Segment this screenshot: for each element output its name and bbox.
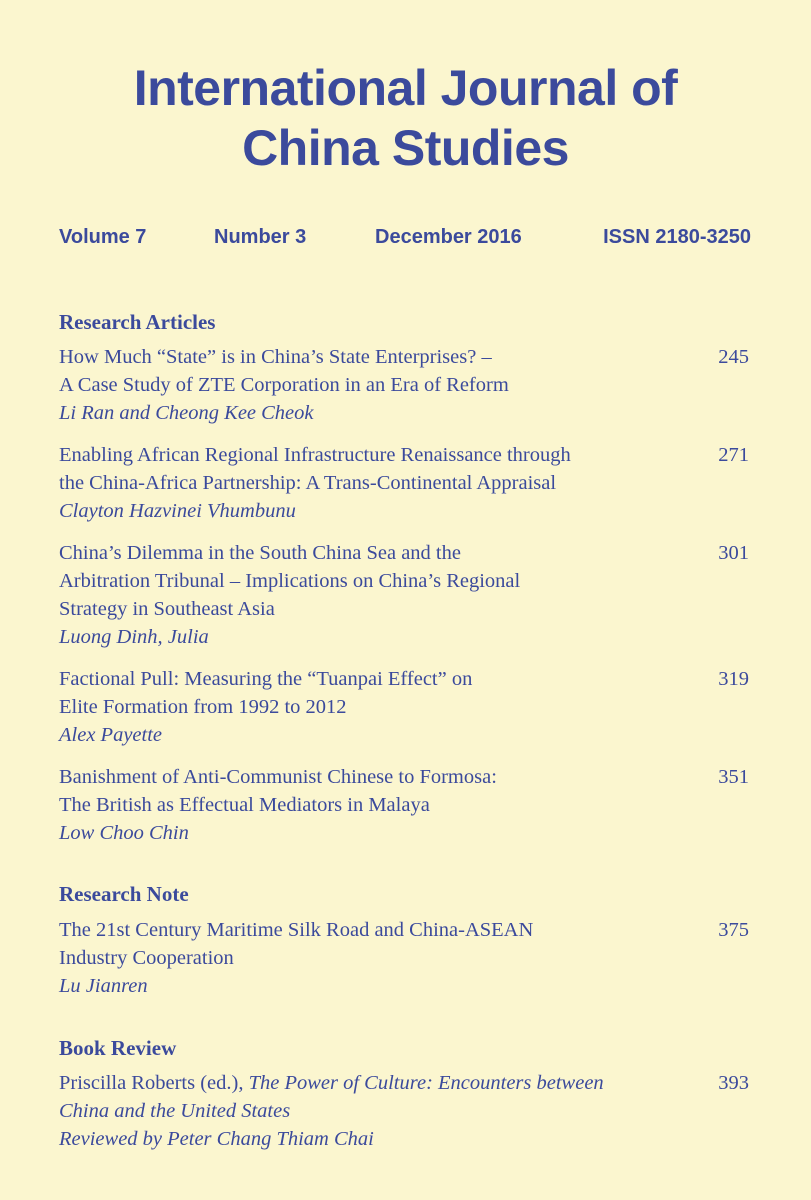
entry-page-number: 393 xyxy=(718,1072,749,1094)
entry-title-line: How Much “State” is in China’s State Enterprises? – xyxy=(59,346,492,368)
entry-title-line: Enabling African Regional Infrastructure Renaissance through xyxy=(59,444,571,466)
entry-page-number: 351 xyxy=(718,766,749,788)
entry-title-line: A Case Study of ZTE Corporation in an Era of Reform xyxy=(59,374,509,396)
entry-title-line: Banishment of Anti-Communist Chinese to Formosa: xyxy=(59,766,497,788)
issue-volume: Volume 7 xyxy=(59,226,147,248)
book-reviewer: Reviewed by Peter Chang Thiam Chai xyxy=(59,1128,374,1150)
entry-author: Li Ran and Cheong Kee Cheok xyxy=(59,402,314,424)
entry-title-line: Arbitration Tribunal – Implications on China’s Regional xyxy=(59,570,521,592)
toc-entry[interactable] xyxy=(59,1069,749,1153)
entry-page-number: 271 xyxy=(718,444,749,466)
issue-number: Number 3 xyxy=(214,226,307,248)
entry-title-line: the China-Africa Partnership: A Trans-Continental Appraisal xyxy=(59,472,557,494)
entry-title-line: The British as Effectual Mediators in Malaya xyxy=(59,794,430,816)
entry-author: Alex Payette xyxy=(59,724,163,746)
entry-title-line: Factional Pull: Measuring the “Tuanpai Effect” on xyxy=(59,668,473,690)
entry-title-line: Industry Cooperation xyxy=(59,947,234,969)
entry-page-number: 245 xyxy=(718,346,749,368)
toc-entry[interactable] xyxy=(59,665,749,749)
book-author: Priscilla Roberts (ed.), xyxy=(59,1072,249,1094)
entry-title-line: Strategy in Southeast Asia xyxy=(59,598,275,620)
toc-entry[interactable] xyxy=(59,539,749,651)
toc-entry[interactable] xyxy=(59,441,749,525)
issue-date: December 2016 xyxy=(375,226,522,248)
entry-page-number: 301 xyxy=(718,542,749,564)
entry-author: Low Choo Chin xyxy=(59,822,189,844)
journal-title-line-2: China Studies xyxy=(242,120,569,176)
book-title-part-1: The Power of Culture: Encounters between xyxy=(248,1072,604,1094)
entry-author: Lu Jianren xyxy=(59,975,148,997)
section-heading-research-articles: Research Articles xyxy=(59,310,216,334)
toc-entry[interactable] xyxy=(59,763,749,847)
section-heading-book-review: Book Review xyxy=(59,1036,177,1060)
book-title-part-2: China and the United States xyxy=(59,1100,291,1122)
entry-title-line: The 21st Century Maritime Silk Road and China-ASEAN xyxy=(59,919,534,941)
entry-author: Clayton Hazvinei Vhumbunu xyxy=(59,500,296,522)
entry-title-line: Elite Formation from 1992 to 2012 xyxy=(59,696,347,718)
entry-title-line: China’s Dilemma in the South China Sea and the xyxy=(59,542,461,564)
entry-page-number: 375 xyxy=(718,919,749,941)
toc-entry[interactable] xyxy=(59,343,749,427)
journal-title xyxy=(0,58,811,178)
entry-page-number: 319 xyxy=(718,668,749,690)
book-review-title-line xyxy=(59,1069,749,1097)
section-heading-research-note: Research Note xyxy=(59,882,189,906)
toc-entry[interactable] xyxy=(59,916,749,1000)
issue-issn: ISSN 2180-3250 xyxy=(603,226,751,248)
entry-author: Luong Dinh, Julia xyxy=(59,626,209,648)
journal-title-line-1: International Journal of xyxy=(133,60,678,116)
